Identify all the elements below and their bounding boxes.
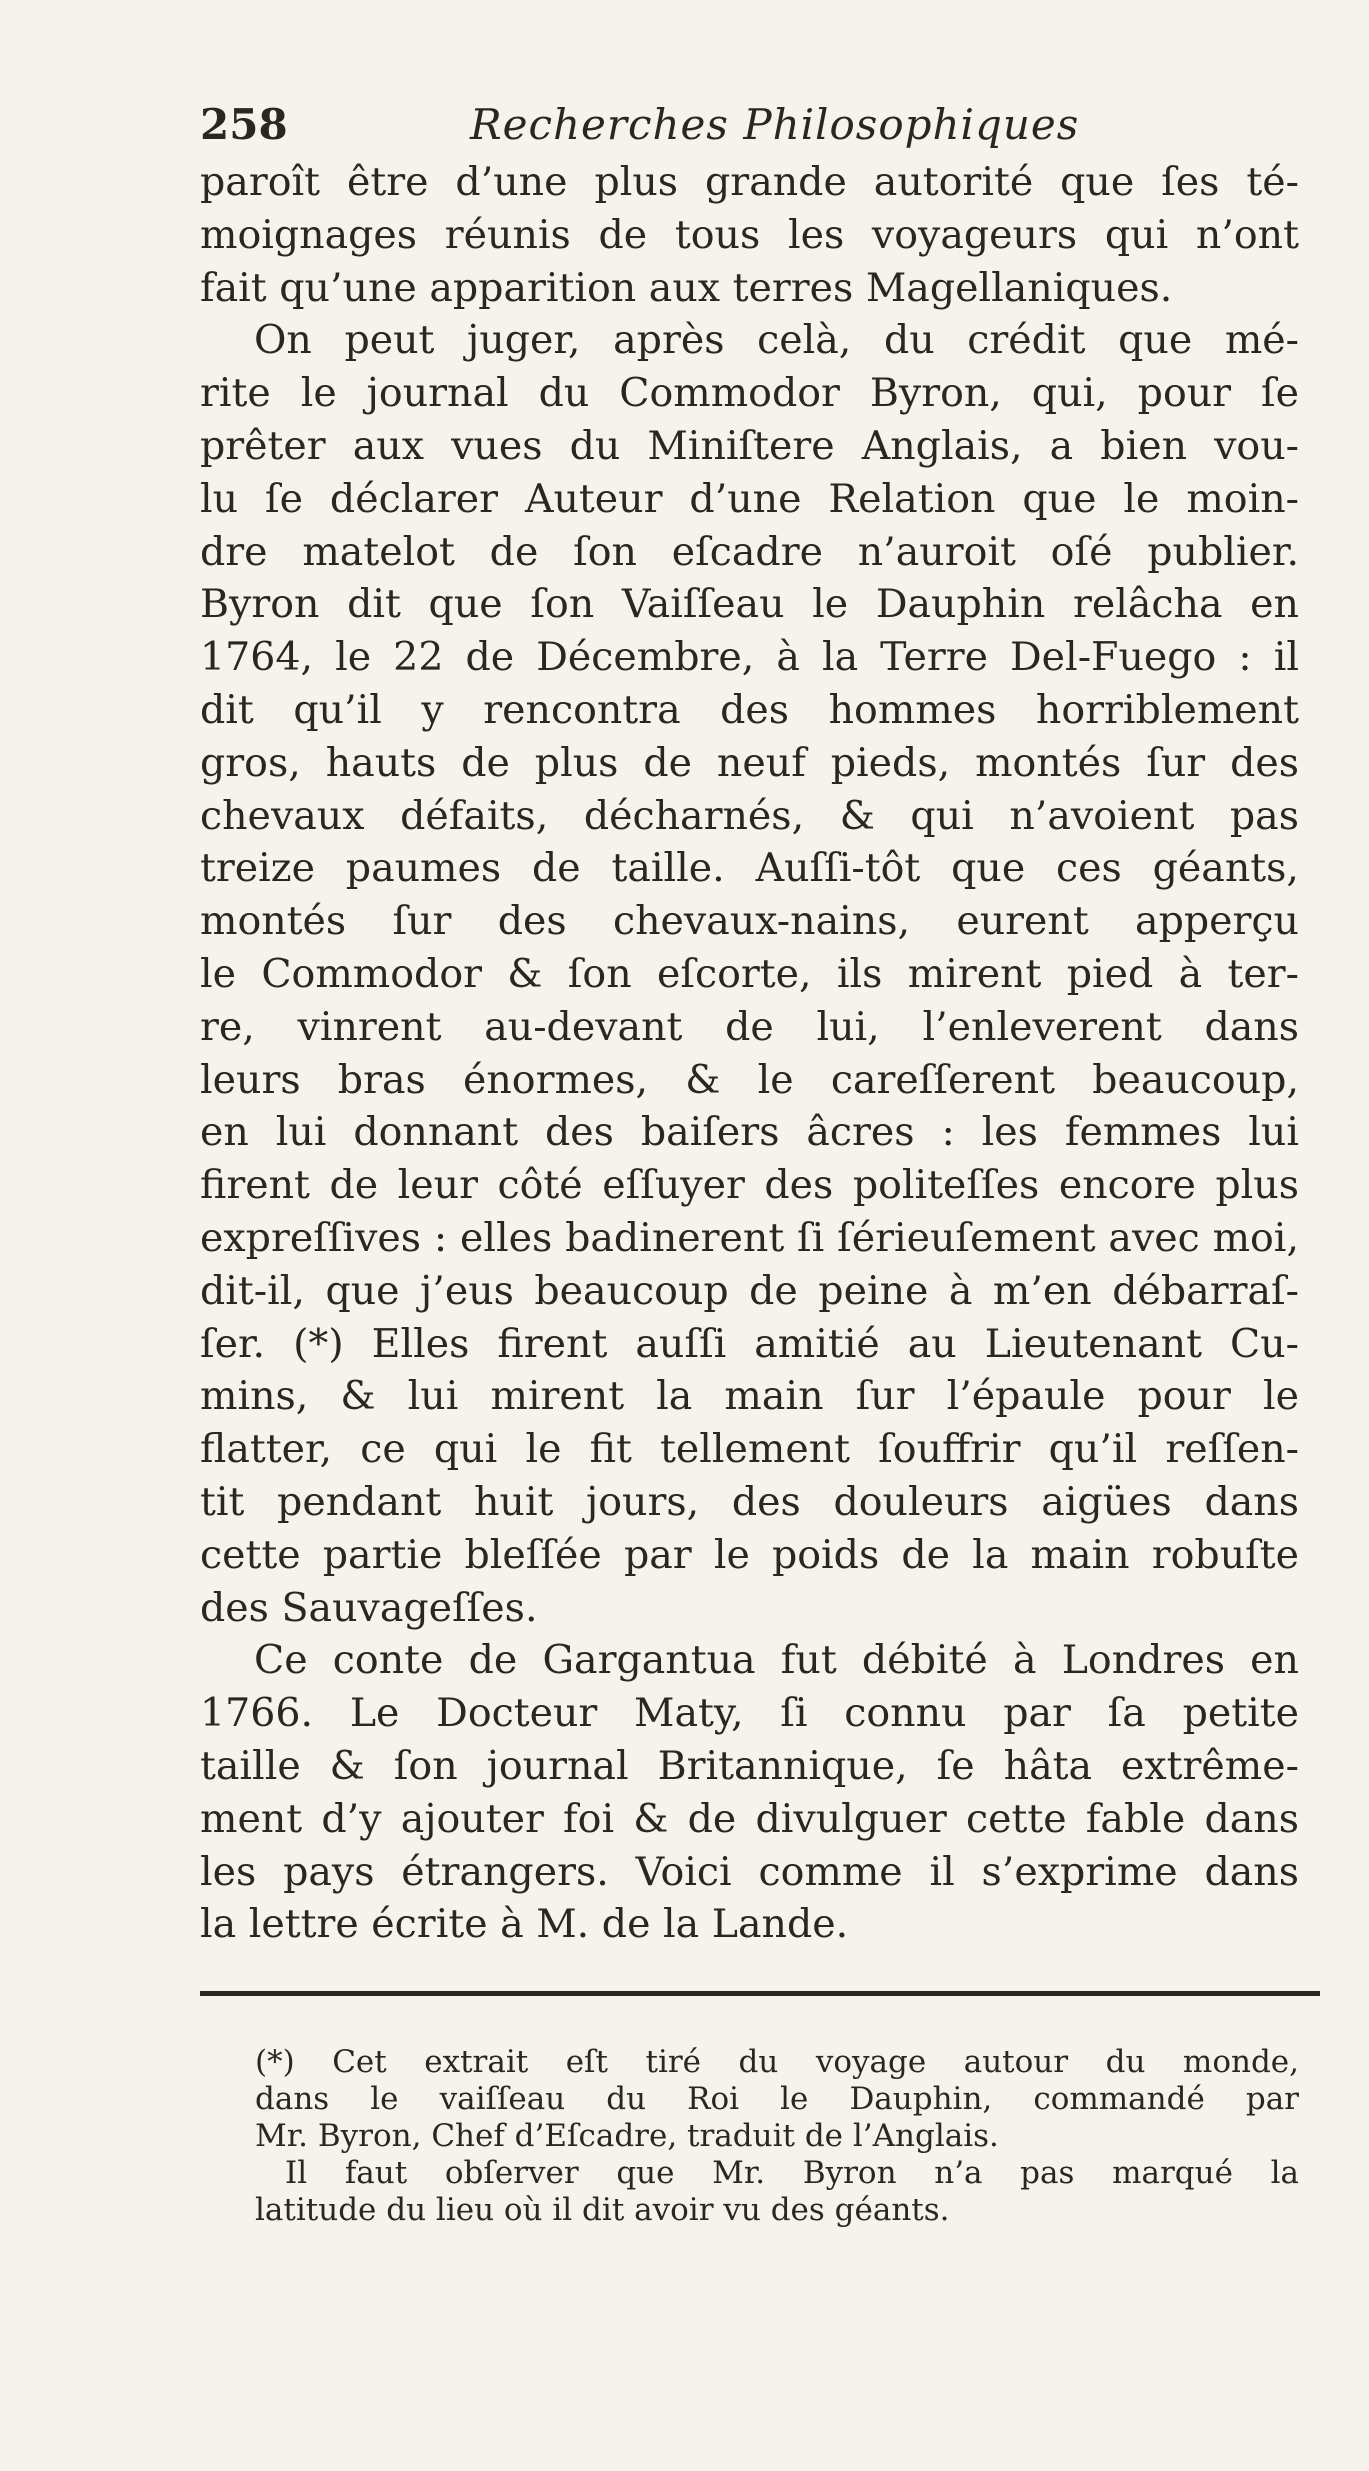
footnote-line: latitude du lieu où il dit avoir vu des géants. bbox=[255, 2192, 950, 2229]
text-line: leurs bras énormes, & le careſſerent beaucoup, bbox=[200, 1056, 1299, 1103]
text-line: re, vinrent au-devant de lui, l’enleverent dans bbox=[200, 1003, 1299, 1050]
text-line: dit-il, que j’eus beaucoup de peine à m’en débarraſ- bbox=[200, 1267, 1299, 1314]
footnote-line: dans le vaiſſeau du Roi le Dauphin, commandé par bbox=[255, 2081, 1299, 2118]
text-line: flatter, ce qui le fit tellement ſouffrir qu’il reſſen- bbox=[200, 1426, 1299, 1473]
footnote-line: Mr. Byron, Chef d’Eſcadre, traduit de l’Anglais. bbox=[255, 2118, 999, 2155]
text-line: moignages réunis de tous les voyageurs qui n’ont bbox=[200, 211, 1299, 258]
text-line: rite le journal du Commodor Byron, qui, pour ſe bbox=[200, 370, 1299, 417]
text-line: expreſſives : elles badinerent ſi ſérieuſement avec moi, bbox=[200, 1214, 1299, 1261]
text-line: les pays étrangers. Voici comme il s’exprime dans bbox=[200, 1848, 1299, 1895]
text-line: en lui donnant des baiſers âcres : les femmes lui bbox=[200, 1109, 1299, 1156]
text-line: tit pendant huit jours, des douleurs aigües dans bbox=[200, 1478, 1299, 1525]
text-line: le Commodor & ſon eſcorte, ils mirent pied à ter- bbox=[200, 950, 1299, 997]
footnote bbox=[200, 2044, 1299, 2229]
text-line: lu ſe déclarer Auteur d’une Relation que le moin- bbox=[200, 475, 1299, 522]
text-line: mins, & lui mirent la main ſur l’épaule pour le bbox=[200, 1373, 1299, 1420]
text-line: 1766. Le Docteur Maty, ſi connu par ſa petite bbox=[200, 1690, 1299, 1737]
text-line: fait qu’une apparition aux terres Magellaniques. bbox=[200, 264, 1173, 311]
text-line: ſer. (*) Elles firent auſſi amitié au Lieutenant Cu- bbox=[200, 1320, 1299, 1367]
text-line: Byron dit que ſon Vaiſſeau le Dauphin relâcha en bbox=[200, 581, 1299, 628]
text-line: prêter aux vues du Miniſtere Anglais, a bien vou- bbox=[200, 422, 1299, 469]
text-line: la lettre écrite à M. de la Lande. bbox=[200, 1901, 849, 1948]
running-title: Recherches Philosophiques bbox=[470, 100, 1080, 149]
main-text bbox=[200, 156, 1299, 1951]
text-line: 1764, le 22 de Décembre, à la Terre Del-Fuego : il bbox=[200, 634, 1299, 681]
text-line: Ce conte de Gargantua fut débité à Londres en bbox=[254, 1637, 1299, 1684]
text-line: dit qu’il y rencontra des hommes horriblement bbox=[200, 686, 1299, 733]
text-line: cette partie bleſſée par le poids de la main robuſte bbox=[200, 1531, 1299, 1578]
text-line: paroît être d’une plus grande autorité que ſes té- bbox=[200, 159, 1299, 205]
footnote-line: (*) Cet extrait eſt tiré du voyage autour du monde, bbox=[255, 2044, 1299, 2081]
text-line: treize paumes de taille. Auſſi-tôt que ces géants, bbox=[200, 845, 1299, 892]
text-line: montés ſur des chevaux-nains, eurent apperçu bbox=[200, 898, 1299, 945]
page-number: 258 bbox=[200, 100, 288, 149]
running-head bbox=[200, 100, 1299, 150]
text-line: taille & ſon journal Britannique, ſe hâta extrême- bbox=[200, 1742, 1299, 1789]
footnote-divider bbox=[200, 1991, 1320, 1996]
text-line: On peut juger, après celà, du crédit que mé- bbox=[254, 317, 1299, 364]
text-line: chevaux défaits, décharnés, & qui n’avoient pas bbox=[200, 792, 1299, 839]
footnote-line: Il faut obſerver que Mr. Byron n’a pas marqué la bbox=[285, 2155, 1299, 2192]
text-line: ment d’y ajouter foi & de divulguer cette fable dans bbox=[200, 1795, 1299, 1842]
text-line: dre matelot de ſon eſcadre n’auroit oſé publier. bbox=[200, 528, 1299, 575]
text-line: firent de leur côté eſſuyer des politeſſes encore plus bbox=[200, 1162, 1299, 1209]
text-line: des Sauvageſſes. bbox=[200, 1584, 538, 1631]
text-line: gros, hauts de plus de neuf pieds, montés ſur des bbox=[200, 739, 1299, 786]
